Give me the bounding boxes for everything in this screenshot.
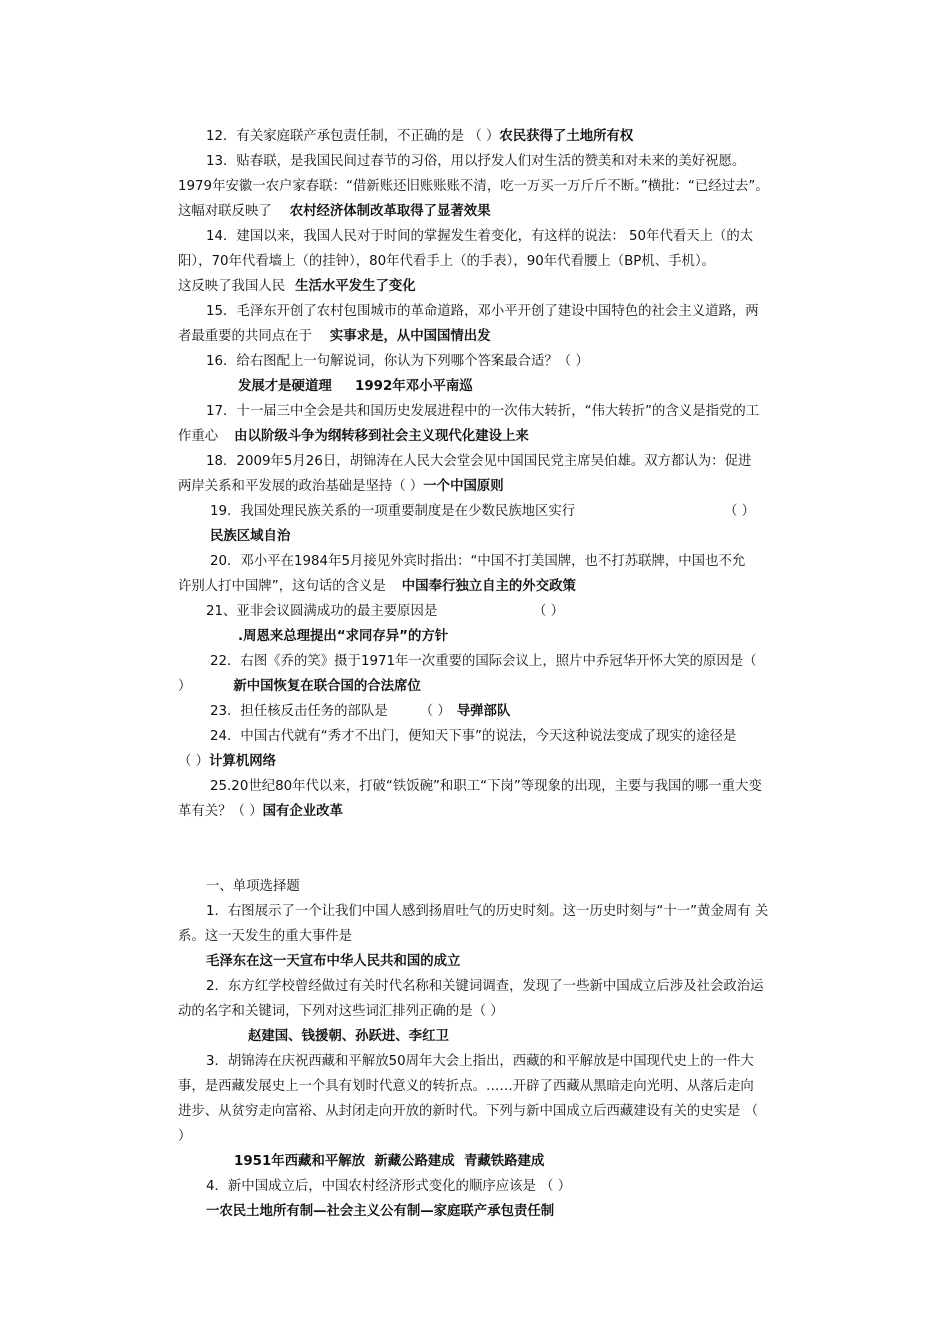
q20-answer: 中国奉行独立自主的外交政策	[401, 579, 576, 594]
q14-text: 这反映了我国人民	[178, 279, 286, 294]
q13-line-3	[178, 203, 818, 221]
q14-line-2: 阳），70年代看墙上（的挂钟），80年代看手上（的手表），90年代看腰上（BP机、手机）。	[178, 254, 716, 269]
q17-answer: 由以阶级斗争为纲转移到社会主义现代化建设上来	[234, 429, 529, 444]
q25-answer: 国有企业改革	[262, 804, 343, 819]
s2-line-2: 动的名字和关键词，下列对这些词汇排列正确的是（ ）	[178, 1004, 504, 1019]
q23-text: 23．担任核反击任务的部队是	[210, 704, 388, 719]
section-heading: 一、单项选择题	[206, 879, 300, 894]
s3-line-2: 事，是西藏发展史上一个具有划时代意义的转折点。……开辟了西藏从黑暗走向光明、从落后走向	[178, 1079, 754, 1094]
s3-answer: 1951年西藏和平解放 新藏公路建成 青藏铁路建成	[234, 1154, 545, 1169]
s1-line-1: 1．右图展示了一个让我们中国人感到扬眉吐气的历史时刻。这一历史时刻与“十一”黄金周有 关	[206, 904, 769, 919]
q15-line-2	[178, 328, 818, 346]
q18-line-1: 18．2009年5月26日，胡锦涛在人民大会堂会见中国国民党主席吴伯雄。双方都认为：促进	[206, 454, 752, 469]
q15-text: 者最重要的共同点在于	[178, 329, 312, 344]
s3-line-3: 进步、从贫穷走向富裕、从封闭走向开放的新时代。下列与新中国成立后西藏建设有关的史实是 （	[178, 1104, 759, 1119]
q22-line-2	[178, 678, 818, 696]
s4-answer: 一农民土地所有制—社会主义公有制—家庭联产承包责任制	[206, 1204, 555, 1219]
q22-text: ）	[178, 679, 192, 694]
q17-line-2	[178, 428, 818, 446]
s2-line-1: 2．东方红学校曾经做过有关时代名称和关键词调查，发现了一些新中国成立后涉及社会政治运	[206, 979, 764, 994]
q16-answer: 发展才是硬道理 1992年邓小平南巡	[238, 379, 473, 394]
q22-line-1: 22．右图《乔的笑》摄于1971年一次重要的国际会议上，照片中乔冠华开怀大笑的原因是（	[210, 654, 757, 669]
q25-text: 革有关？（ ）	[178, 804, 263, 819]
q12-answer: 农民获得了土地所有权	[499, 129, 634, 144]
q20-line-1: 20．邓小平在1984年5月接见外宾时指出：“中国不打美国牌，也不打苏联牌，中国也不允	[210, 554, 746, 569]
q15-answer: 实事求是，从中国国情出发	[329, 329, 491, 344]
q13-line-2: 1979年安徽一农户家春联：“借新账还旧账账账不清，吃一万买一万斤斤不断。”横批：“已经过去”。	[178, 179, 769, 194]
q14-line-3	[178, 278, 818, 296]
q25-line-2	[178, 803, 818, 821]
q19-answer: 民族区域自治	[210, 529, 291, 544]
q14-line-1: 14．建国以来，我国人民对于时间的掌握发生着变化，有这样的说法： 50年代看天上（的太	[206, 229, 754, 244]
s1-line-2: 系。这一天发生的重大事件是	[178, 929, 353, 944]
q24-line-1: 24．中国古代就有“秀才不出门，便知天下事”的说法，今天这种说法变成了现实的途径是	[210, 729, 737, 744]
q19-paren: （ ）	[724, 504, 756, 519]
q22-answer: 新中国恢复在联合国的合法席位	[233, 679, 421, 694]
q17-line-1: 17．十一届三中全会是共和国历史发展进程中的一次伟大转折，“伟大转折”的含义是指党的工	[206, 404, 760, 419]
q21-paren: （ ）	[533, 604, 565, 619]
q20-text: 许别人打中国牌”，这句话的含义是	[178, 579, 386, 594]
q13-line-1: 13．贴春联，是我国民间过春节的习俗，用以抒发人们对生活的赞美和对未来的美好祝愿。	[206, 154, 746, 169]
q23-answer: 导弹部队	[456, 704, 511, 719]
q16-line: 16．给右图配上一句解说词，你认为下列哪个答案最合适？（ ）	[206, 354, 589, 369]
q17-text: 作重心	[178, 429, 219, 444]
q13-text: 这幅对联反映了	[178, 204, 272, 219]
q18-answer: 一个中国原则	[423, 479, 504, 494]
s3-line-1: 3．胡锦涛在庆祝西藏和平解放50周年大会上指出，西藏的和平解放是中国现代史上的一件大	[206, 1054, 754, 1069]
q23-paren: （ ）	[419, 704, 451, 719]
q24-answer: 计算机网络	[209, 754, 276, 769]
q12-line	[206, 128, 846, 146]
q23-line	[210, 703, 850, 721]
q21-line: 21、亚非会议圆满成功的最主要原因是	[206, 604, 438, 619]
q18-line-2	[178, 478, 818, 496]
q24-line-2	[178, 753, 818, 771]
s3-line-4: ）	[178, 1129, 192, 1144]
q13-answer: 农村经济体制改革取得了显著效果	[289, 204, 491, 219]
q20-line-2	[178, 578, 818, 596]
q15-line-1: 15．毛泽东开创了农村包围城市的革命道路，邓小平开创了建设中国特色的社会主义道路，两	[206, 304, 759, 319]
s1-answer: 毛泽东在这一天宣布中华人民共和国的成立	[206, 954, 461, 969]
s2-answer: 赵建国、钱援朝、孙跃进、李红卫	[248, 1029, 449, 1044]
q19-text: 19．我国处理民族关系的一项重要制度是在少数民族地区实行	[210, 504, 576, 519]
q24-text: （ ）	[178, 754, 210, 769]
q18-text: 两岸关系和平发展的政治基础是坚持（ ）	[178, 479, 424, 494]
q12-text: 12．有关家庭联产承包责任制，不正确的是 （ ）	[206, 129, 500, 144]
q21-answer: .周恩来总理提出“求同存异”的方针	[238, 629, 449, 644]
q14-answer: 生活水平发生了变化	[295, 279, 416, 294]
s4-line: 4．新中国成立后，中国农村经济形式变化的顺序应该是 （ ）	[206, 1179, 572, 1194]
q25-line-1: 25.20世纪80年代以来，打破“铁饭碗”和职工“下岗”等现象的出现，主要与我国的哪一重大变	[210, 779, 762, 794]
